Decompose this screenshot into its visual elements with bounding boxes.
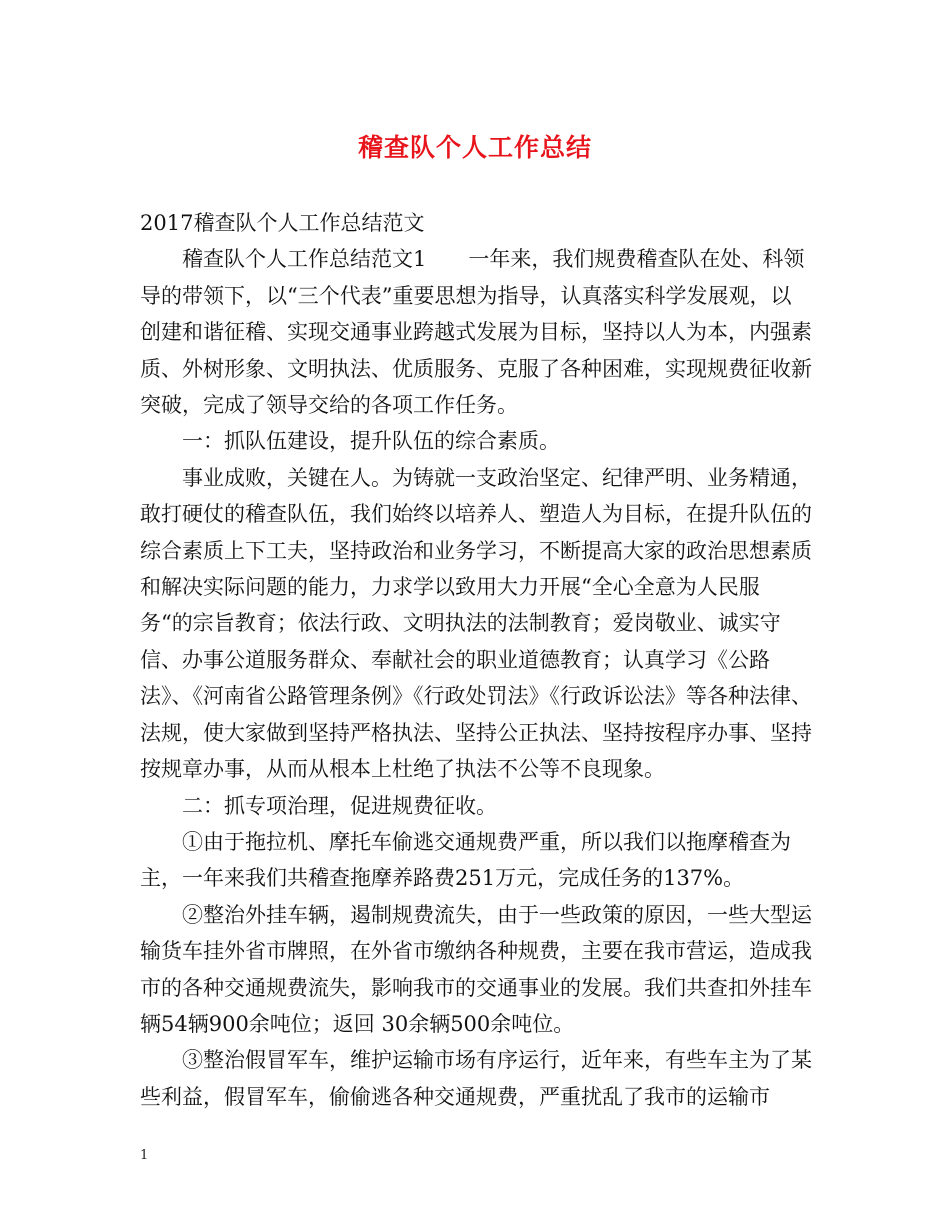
paragraph: ②整治外挂车辆，遏制规费流失，由于一些政策的原因，一些大型运输货车挂外省市牌照，在外省市缴纳各种规费，主要在我市营运，造成我市的各种交通规费流失，影响我市的交通事业的发展。我们共查扣外挂车辆54辆900余吨位；返回 30余辆500余吨位。 — [140, 902, 812, 1036]
document-body — [140, 205, 812, 1115]
document-title: 稽查队个人工作总结 — [357, 133, 592, 162]
paragraph: 稽查队个人工作总结范文1 一年来，我们规费稽查队在处、科领导的带领下，以“三个代表”重要思想为指导，认真落实科学发展观，以创建和谐征稽、实现交通事业跨越式发展为目标，坚持以人为本，内强素质、外树形象、文明执法、优质服务、克服了各种困难，实现规费征收新突破，完成了领导交给的各项工作任务。 — [140, 247, 812, 418]
paragraph: 事业成败，关键在人。为铸就一支政治坚定、纪律严明、业务精通，敢打硬仗的稽查队伍，我们始终以培养人、塑造人为目标，在提升队伍的综合素质上下工夫，坚持政治和业务学习，不断提高大家的政治思想素质和解决实际问题的能力，力求学以致用大力开展“全心全意为人民服务“的宗旨教育；依法行政、文明执法的法制教育；爱岗敬业、诚实守信、办事公道服务群众、奉献社会的职业道德教育；认真学习《公路法》、《河南省公路管理条例》《行政处罚法》《行政诉讼法》等各种法律、法规，使大家做到坚持严格执法、坚持公正执法、坚持按程序办事、坚持按规章办事，从而从根本上杜绝了执法不公等不良现象。 — [140, 465, 812, 782]
paragraph: ①由于拖拉机、摩托车偷逃交通规费严重，所以我们以拖摩稽查为主，一年来我们共稽查拖摩养路费251万元，完成任务的137%。 — [140, 829, 791, 891]
page-number: 1 — [140, 1148, 149, 1163]
section-heading: 一：抓队伍建设，提升队伍的综合素质。 — [182, 429, 560, 454]
paragraph: ③整治假冒军车，维护运输市场有序运行，近年来，有些车主为了某些利益，假冒军车，偷偷逃各种交通规费，严重扰乱了我市的运输市 — [140, 1048, 812, 1109]
document-subtitle: 2017稽查队个人工作总结范文 — [140, 211, 425, 235]
section-heading: 二：抓专项治理，促进规费征收。 — [182, 793, 497, 818]
